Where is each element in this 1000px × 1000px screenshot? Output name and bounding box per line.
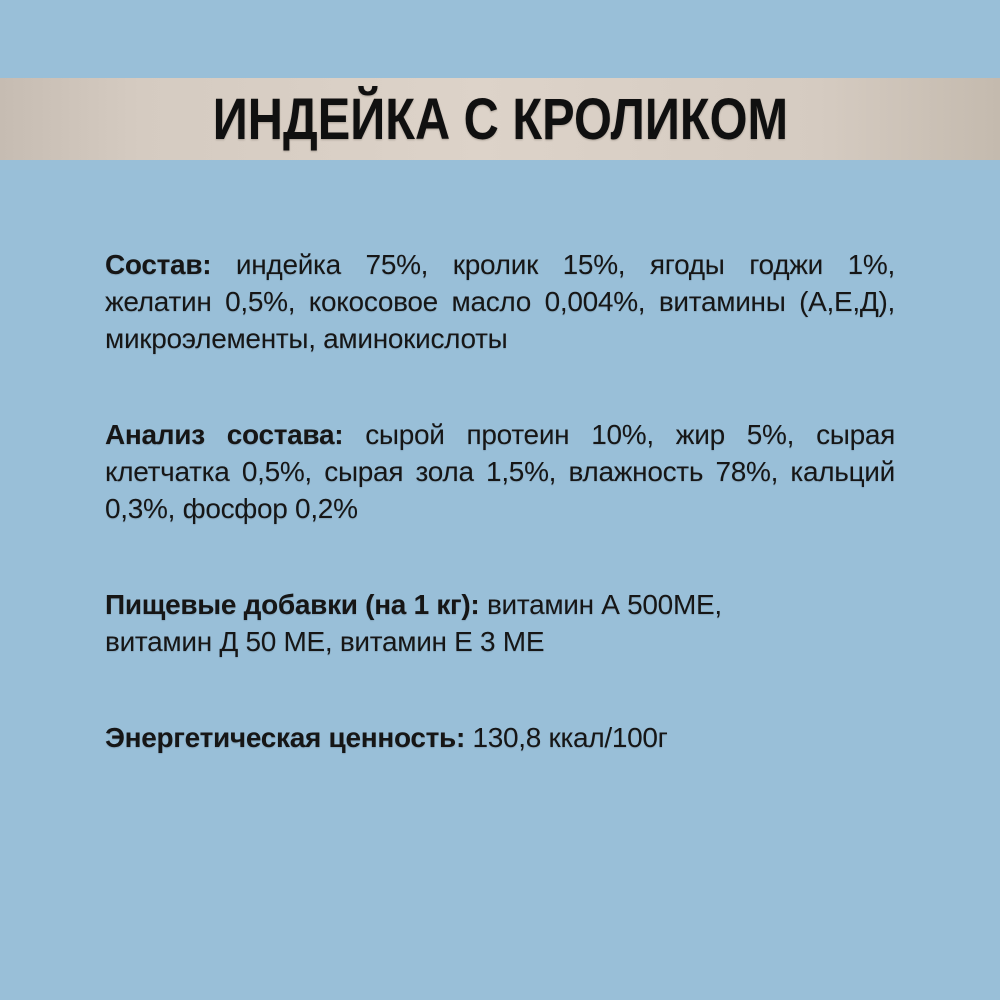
text-line	[105, 320, 895, 357]
section-text: 130,8 ккал/100г	[472, 722, 668, 753]
section-energy	[105, 719, 895, 756]
section-composition	[105, 246, 895, 357]
section-analysis	[105, 416, 895, 527]
section-text: желатин 0,5%, кокосовое масло 0,004%, витамины (А,Е,Д),	[105, 286, 895, 317]
label-content	[105, 160, 895, 815]
section-text: витамин А 500МЕ,	[486, 589, 722, 620]
text-line	[105, 416, 895, 453]
section-text: сырой протеин 10%, жир 5%, сырая	[365, 419, 895, 450]
section-label: Энергетическая ценность:	[105, 722, 465, 753]
section-text: микроэлементы, аминокислоты	[105, 323, 508, 354]
section-additives	[105, 586, 895, 660]
text-line	[105, 719, 895, 756]
title-band	[0, 78, 1000, 160]
product-title: ИНДЕЙКА С КРОЛИКОМ	[212, 86, 788, 152]
section-text: индейка 75%, кролик 15%, ягоды годжи 1%,	[235, 249, 896, 280]
text-line	[105, 490, 895, 527]
text-line	[105, 246, 895, 283]
text-line	[105, 453, 895, 490]
section-text: клетчатка 0,5%, сырая зола 1,5%, влажность 78%, кальций	[105, 456, 895, 487]
text-line	[105, 283, 895, 320]
section-label: Анализ состава:	[105, 419, 344, 450]
text-line	[105, 623, 895, 660]
section-label: Пищевые добавки (на 1 кг):	[105, 589, 480, 620]
text-line	[105, 586, 895, 623]
section-label: Состав:	[105, 249, 212, 280]
section-text: 0,3%, фосфор 0,2%	[105, 493, 358, 524]
section-text: витамин Д 50 МЕ, витамин Е 3 МЕ	[105, 626, 545, 657]
